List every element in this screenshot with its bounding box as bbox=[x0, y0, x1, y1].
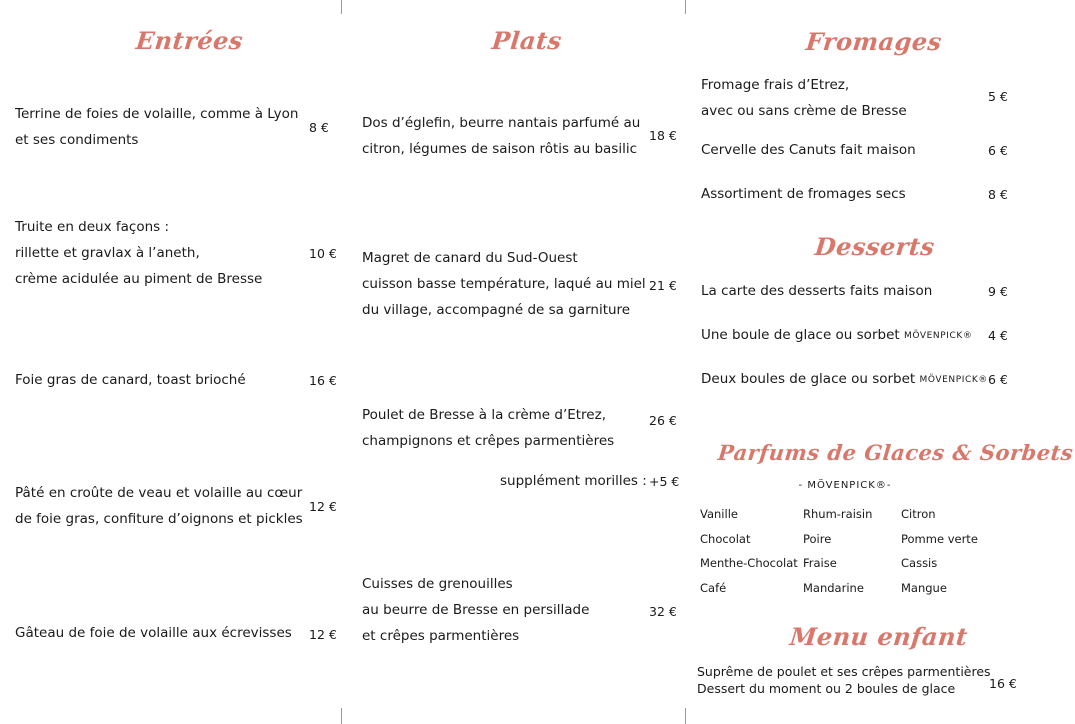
menu-price: 6 € bbox=[988, 372, 1008, 387]
menu-item: Cuisses de grenouilles au beurre de Bresse en persillade et crêpes parmentières bbox=[362, 576, 590, 644]
menu-item: Pâté en croûte de veau et volaille au cœur de foie gras, confiture d’oignons et pickles bbox=[15, 485, 303, 527]
flavor-item: Fraise bbox=[803, 556, 837, 570]
fromages-title: Fromages bbox=[804, 27, 944, 56]
menu-price: 12 € bbox=[309, 499, 337, 514]
menu-price: 8 € bbox=[988, 187, 1008, 202]
plats-title: Plats bbox=[490, 26, 564, 55]
menu-item: La carte des desserts faits maison bbox=[701, 283, 933, 299]
divider-top-right bbox=[685, 0, 686, 14]
menu-item: Magret de canard du Sud-Ouest cuisson basse température, laqué au miel du village, accompagné de sa garniture bbox=[362, 250, 646, 318]
menu-item: Deux boules de glace ou sorbet MÖVENPICK® bbox=[701, 371, 989, 387]
desserts-title: Desserts bbox=[813, 232, 937, 261]
menu-item: Cervelle des Canuts fait maison bbox=[701, 142, 916, 158]
enfant-title: Menu enfant bbox=[788, 622, 970, 651]
menu-price: 4 € bbox=[988, 328, 1008, 343]
menu-price: 32 € bbox=[649, 604, 677, 619]
flavor-item: Rhum-raisin bbox=[803, 507, 873, 521]
menu-price: 8 € bbox=[309, 120, 329, 135]
supplement-price: +5 € bbox=[649, 474, 680, 489]
flavor-item: Café bbox=[700, 580, 727, 595]
menu-price: 6 € bbox=[988, 143, 1008, 158]
flavor-item: Cassis bbox=[901, 556, 938, 570]
menu-price: 12 € bbox=[309, 627, 337, 642]
menu-price: 18 € bbox=[649, 128, 677, 143]
divider-top-left bbox=[341, 0, 342, 14]
flavor-item: Pomme verte bbox=[901, 531, 978, 546]
menu-price: 9 € bbox=[988, 284, 1008, 299]
divider-bottom-right bbox=[685, 708, 686, 724]
menu-item: Fromage frais d’Etrez, avec ou sans crème de Bresse bbox=[701, 77, 907, 119]
divider-bottom-left bbox=[341, 708, 342, 724]
menu-price: 16 € bbox=[309, 373, 337, 388]
entrees-title: Entrées bbox=[134, 26, 245, 55]
flavor-grid bbox=[700, 502, 990, 600]
menu-item: Poulet de Bresse à la crème d’Etrez, champignons et crêpes parmentières bbox=[362, 407, 615, 449]
menu-item: Une boule de glace ou sorbet MÖVENPICK® bbox=[701, 327, 973, 343]
supplement-label: supplément morilles : bbox=[500, 473, 647, 489]
menu-item: Dos d’églefin, beurre nantais parfumé au citron, légumes de saison rôtis au basilic bbox=[362, 115, 641, 157]
brand-label: MÖVENPICK® bbox=[919, 375, 989, 385]
flavor-item: Vanille bbox=[700, 507, 738, 521]
flavor-item: Mandarine bbox=[803, 580, 864, 595]
menu-item: Gâteau de foie de volaille aux écrevisses bbox=[15, 625, 292, 641]
flavor-item: Mangue bbox=[901, 580, 947, 595]
menu-item: Truite en deux façons : rillette et gravlax à l’aneth, crème acidulée au piment de Bresse bbox=[15, 219, 263, 287]
enfant-items: Suprême de poulet et ses crêpes parmentières Dessert du moment ou 2 boules de glace bbox=[697, 664, 991, 696]
menu-item: Assortiment de fromages secs bbox=[701, 186, 906, 202]
menu-price: 26 € bbox=[649, 413, 677, 428]
flavor-item: Chocolat bbox=[700, 531, 751, 546]
glaces-title: Parfums de Glaces & Sorbets bbox=[716, 440, 1075, 465]
menu-price: 21 € bbox=[649, 278, 677, 293]
menu-item: Foie gras de canard, toast brioché bbox=[15, 372, 246, 388]
glaces-brand-line: - MÖVENPICK®- bbox=[798, 480, 892, 491]
flavor-item: Citron bbox=[901, 507, 936, 521]
menu-price: 5 € bbox=[988, 89, 1008, 104]
menu-item: Terrine de foies de volaille, comme à Lyon et ses condiments bbox=[15, 106, 299, 148]
flavor-item: Poire bbox=[803, 531, 832, 546]
brand-label: MÖVENPICK® bbox=[903, 331, 973, 341]
flavor-item: Menthe-Chocolat bbox=[700, 556, 798, 570]
menu-price: 10 € bbox=[309, 246, 337, 261]
enfant-price: 16 € bbox=[989, 676, 1017, 691]
